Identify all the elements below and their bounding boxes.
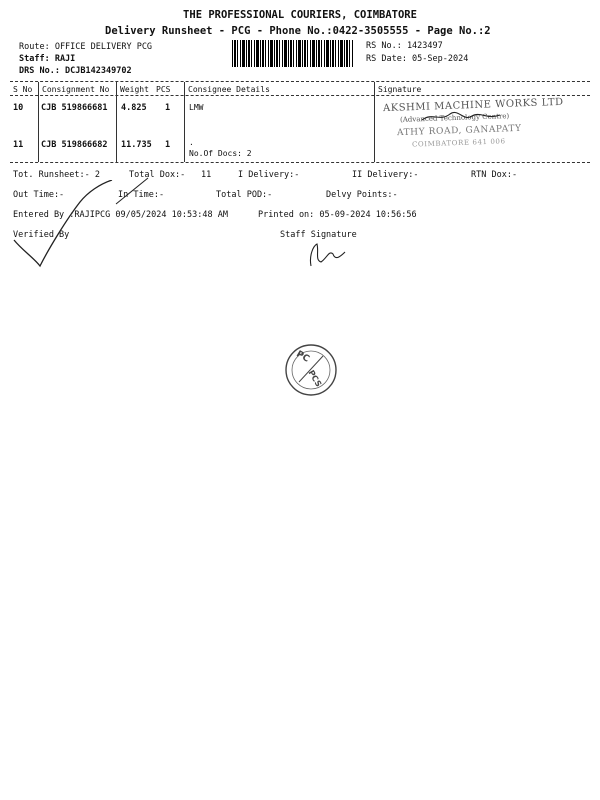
company-title: THE PROFESSIONAL COURIERS, COIMBATORE bbox=[183, 9, 417, 21]
staff-label: Staff: RAJI bbox=[19, 54, 76, 64]
in-time: In Time:- bbox=[118, 190, 165, 200]
in-time-slash bbox=[112, 176, 152, 206]
header-weight: Weight bbox=[120, 85, 149, 94]
column-divider bbox=[374, 82, 375, 162]
row-consignee: LMW bbox=[189, 103, 204, 112]
out-time: Out Time:- bbox=[13, 190, 65, 200]
row-weight: 4.825 bbox=[121, 103, 147, 113]
barcode bbox=[232, 40, 354, 67]
stamp-line-1: AKSHMI MACHINE WORKS LTD bbox=[382, 96, 564, 115]
row-consignment: CJB 519866681 bbox=[41, 103, 108, 113]
docs-count: No.Of Docs: 2 bbox=[189, 149, 252, 158]
table-bottom-rule bbox=[10, 162, 590, 163]
row-consignment: CJB 519866682 bbox=[41, 140, 108, 150]
total-pod: Total POD:- bbox=[216, 190, 273, 200]
row-sno: 10 bbox=[13, 103, 24, 113]
header-consignee: Consignee Details bbox=[188, 85, 270, 94]
drs-number: DRS No.: DCJB142349702 bbox=[19, 66, 132, 76]
header-pcs: PCS bbox=[156, 85, 171, 94]
verified-by-label: Verified By bbox=[13, 230, 70, 240]
seal-text-bottom: PCS bbox=[306, 368, 324, 389]
column-divider bbox=[38, 82, 39, 162]
row-pcs: 1 bbox=[165, 140, 171, 150]
rtn-dox: RTN Dox:- bbox=[471, 170, 518, 180]
staff-signature-label: Staff Signature bbox=[280, 230, 357, 240]
row-weight: 11.735 bbox=[121, 140, 152, 150]
row-consignee: . bbox=[189, 138, 194, 147]
runsheet-subtitle: Delivery Runsheet - PCG - Phone No.:0422-3505555 - Page No.:2 bbox=[105, 25, 491, 37]
row-pcs: 1 bbox=[165, 103, 171, 113]
total-dox-label: Total Dox:- bbox=[129, 170, 186, 180]
ii-delivery: II Delivery:- bbox=[352, 170, 419, 180]
rs-number: RS No.: 1423497 bbox=[366, 41, 443, 51]
total-runsheet: Tot. Runsheet:- 2 bbox=[13, 170, 100, 180]
header-consignment: Consignment No bbox=[42, 85, 110, 94]
rs-date: RS Date: 05-Sep-2024 bbox=[366, 54, 469, 64]
table-header-rule bbox=[10, 95, 590, 96]
consignee-signature bbox=[420, 108, 510, 126]
stamp-line-3: ATHY ROAD, GANAPATY bbox=[396, 123, 522, 139]
staff-signature bbox=[305, 238, 355, 270]
verified-check-mark bbox=[8, 180, 118, 270]
delvy-points: Delvy Points:- bbox=[326, 190, 398, 200]
column-divider bbox=[116, 82, 117, 162]
header-sno: S No bbox=[13, 85, 33, 94]
i-delivery: I Delivery:- bbox=[238, 170, 300, 180]
row-sno: 11 bbox=[13, 140, 24, 150]
route-label: Route: OFFICE DELIVERY PCG bbox=[19, 42, 153, 52]
table-top-rule bbox=[10, 81, 590, 82]
header-signature: Signature bbox=[378, 85, 422, 94]
stamp-line-4: COIMBATORE 641 006 bbox=[411, 137, 506, 149]
printed-on: Printed on: 05-09-2024 10:56:56 bbox=[258, 210, 417, 220]
column-divider bbox=[184, 82, 185, 162]
total-dox-value: 11 bbox=[201, 170, 212, 180]
seal-text-top: PC bbox=[294, 349, 311, 365]
stamp-line-2: (Advanced Technology Centre) bbox=[399, 112, 510, 124]
entered-by: Entered By :RAJIPCG 09/05/2024 10:53:48 AM bbox=[13, 210, 228, 220]
